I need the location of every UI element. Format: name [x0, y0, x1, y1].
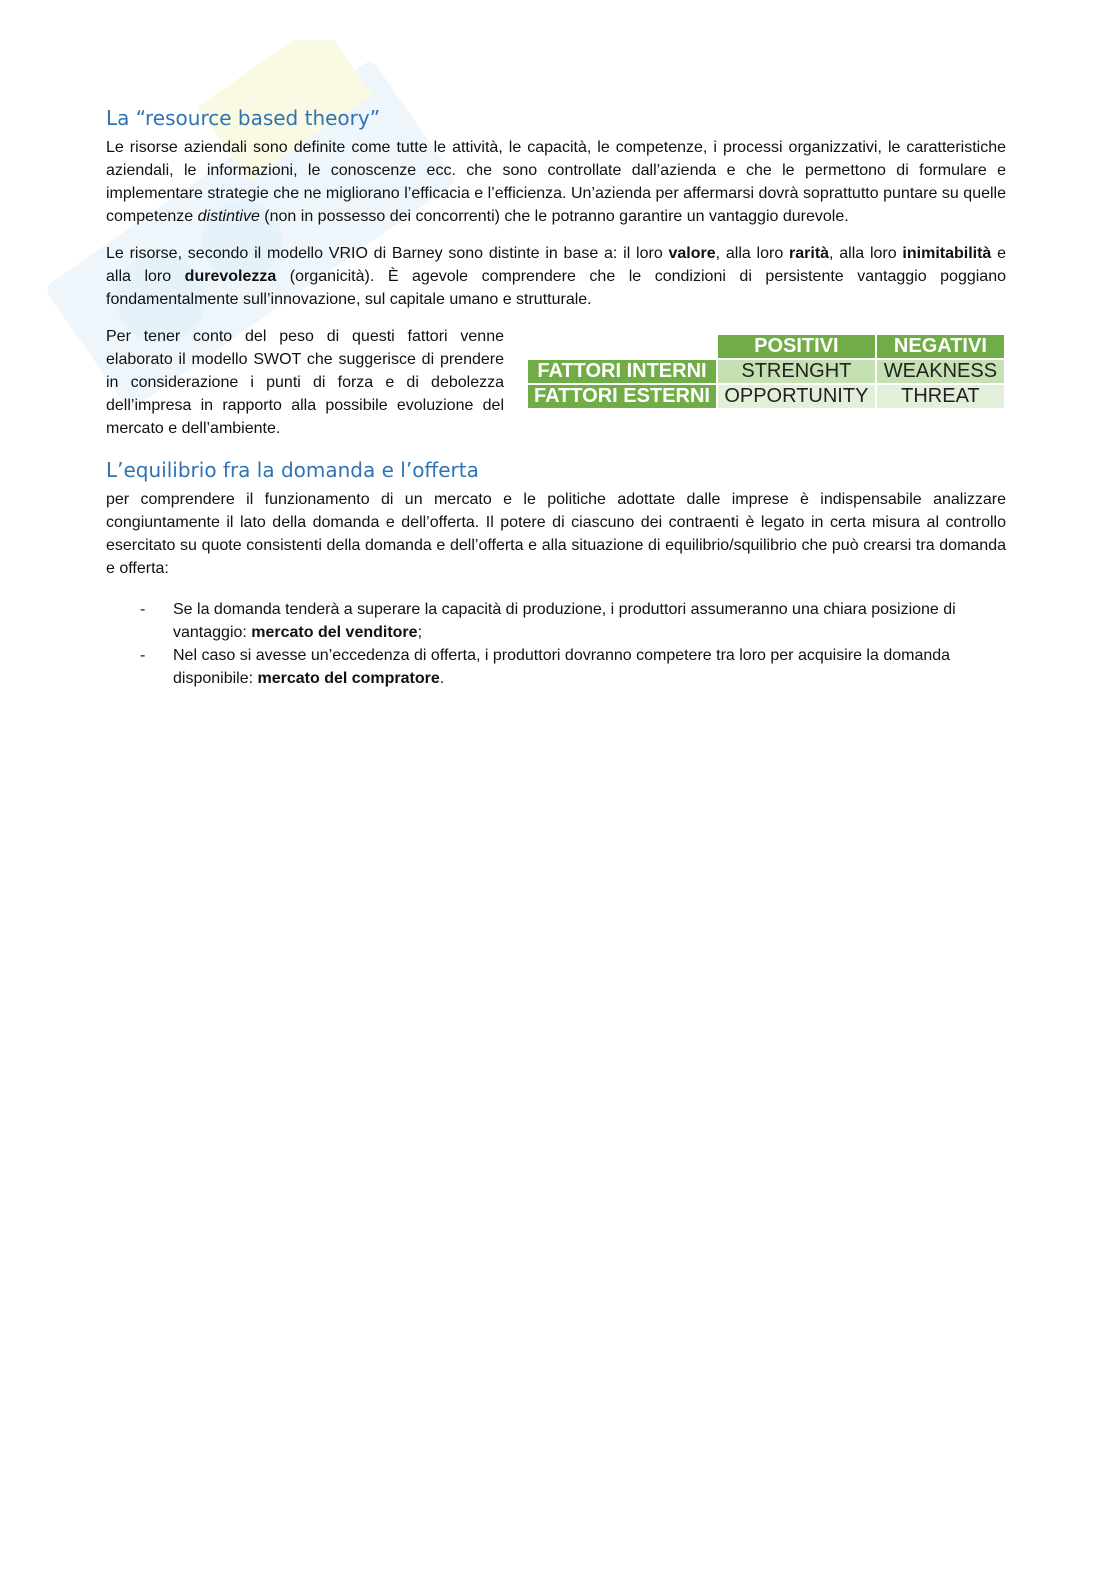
- list-item: [140, 598, 976, 644]
- swot-header-row: [528, 335, 1004, 358]
- swot-section: [106, 325, 1006, 440]
- bold-term-durevolezza: durevolezza: [184, 268, 277, 285]
- text-span: e alla loro: [106, 245, 1007, 285]
- text-span: Le risorse aziendali sono definite come tutte le attività, le capacità, le competenze, i processi organizzativi, le caratteristiche aziendali, le informazioni, le conoscenze ecc. che sono controllate dall’azienda e che le permettono di formulare e implementare strategie che ne migliorano l’efficacia e l’efficienza. Un’azienda per affermarsi dovrà soprattutto puntare su quelle competenze: [106, 139, 1006, 225]
- dash-bullet: -: [140, 647, 146, 664]
- swot-corner-cell: [528, 335, 716, 358]
- paragraph-vrio-model: [106, 242, 1006, 311]
- text-span: (non in possesso dei concorrenti) che le potranno garantire un vantaggio durevole.: [259, 208, 849, 225]
- text-span: Se la domanda tenderà a superare la capacità di produzione, i produttori assumeranno una chiara posizione di vantaggio:: [173, 601, 956, 641]
- swot-cell-threat: THREAT: [877, 385, 1004, 408]
- bold-term-inimitabilita: inimitabilità: [902, 245, 992, 262]
- swot-table-container: [526, 325, 1006, 440]
- text-span: Le risorse, secondo il modello VRIO di Barney sono distinte in base a: il loro: [106, 245, 669, 262]
- bold-term-valore: valore: [668, 245, 716, 262]
- main-content: [106, 104, 1006, 690]
- text-span: .: [439, 670, 445, 687]
- text-span: , alla loro: [829, 245, 903, 262]
- bullet-list: [106, 598, 1006, 690]
- swot-table: [526, 333, 1006, 410]
- paragraph-market-analysis: per comprendere il funzionamento di un mercato e le politiche adottate dalle imprese è indispensabile analizzare congiuntamente il lato della domanda e dell’offerta. Il potere di ciascuno dei contraenti è legato in certa misura al controllo esercitato su quote consistenti della domanda e dell’offerta e alla situazione di equilibrio/squilibrio che può crearsi tra domanda e offerta:: [106, 491, 1006, 577]
- swot-row-esterni: [528, 385, 1004, 408]
- swot-row-label: FATTORI ESTERNI: [528, 385, 716, 408]
- bold-term-rarita: rarità: [789, 245, 830, 262]
- paragraph-swot-model: Per tener conto del peso di questi fattori venne elaborato il modello SWOT che suggerisce di prendere in considerazione i punti di forza e di debolezza dell’impresa in rapporto alla possibile evoluzione del mercato e dell’ambiente.: [106, 328, 504, 437]
- text-span: , alla loro: [715, 245, 790, 262]
- swot-cell-weakness: WEAKNESS: [877, 360, 1004, 383]
- text-span: ;: [417, 624, 423, 641]
- text-span: Nel caso si avesse un’eccedenza di offerta, i produttori dovranno competere tra loro per acquisire la domanda disponibile:: [173, 647, 951, 687]
- paragraph-resources-definition: [106, 136, 1006, 228]
- bold-term-mercato-venditore: mercato del venditore: [251, 624, 418, 641]
- swot-cell-opportunity: OPPORTUNITY: [718, 385, 875, 408]
- swot-row-interni: [528, 360, 1004, 383]
- swot-header-negativi: NEGATIVI: [877, 335, 1004, 358]
- bold-term-mercato-compratore: mercato del compratore: [257, 670, 440, 687]
- dash-bullet: -: [140, 601, 146, 618]
- list-item: [140, 644, 976, 690]
- swot-header-positivi: POSITIVI: [718, 335, 875, 358]
- swot-row-label: FATTORI INTERNI: [528, 360, 716, 383]
- section-heading-equilibrio: L’equilibrio fra la domanda e l’offerta: [106, 458, 479, 482]
- section-heading-resource-based-theory: La “resource based theory”: [106, 106, 381, 130]
- text-span: (organicità). È agevole comprendere che le condizioni di persistente vantaggio poggiano fondamentalmente sull’innovazione, sul capitale umano e strutturale.: [106, 268, 1006, 308]
- italic-term: distintive: [197, 208, 260, 225]
- swot-cell-strength: STRENGHT: [718, 360, 875, 383]
